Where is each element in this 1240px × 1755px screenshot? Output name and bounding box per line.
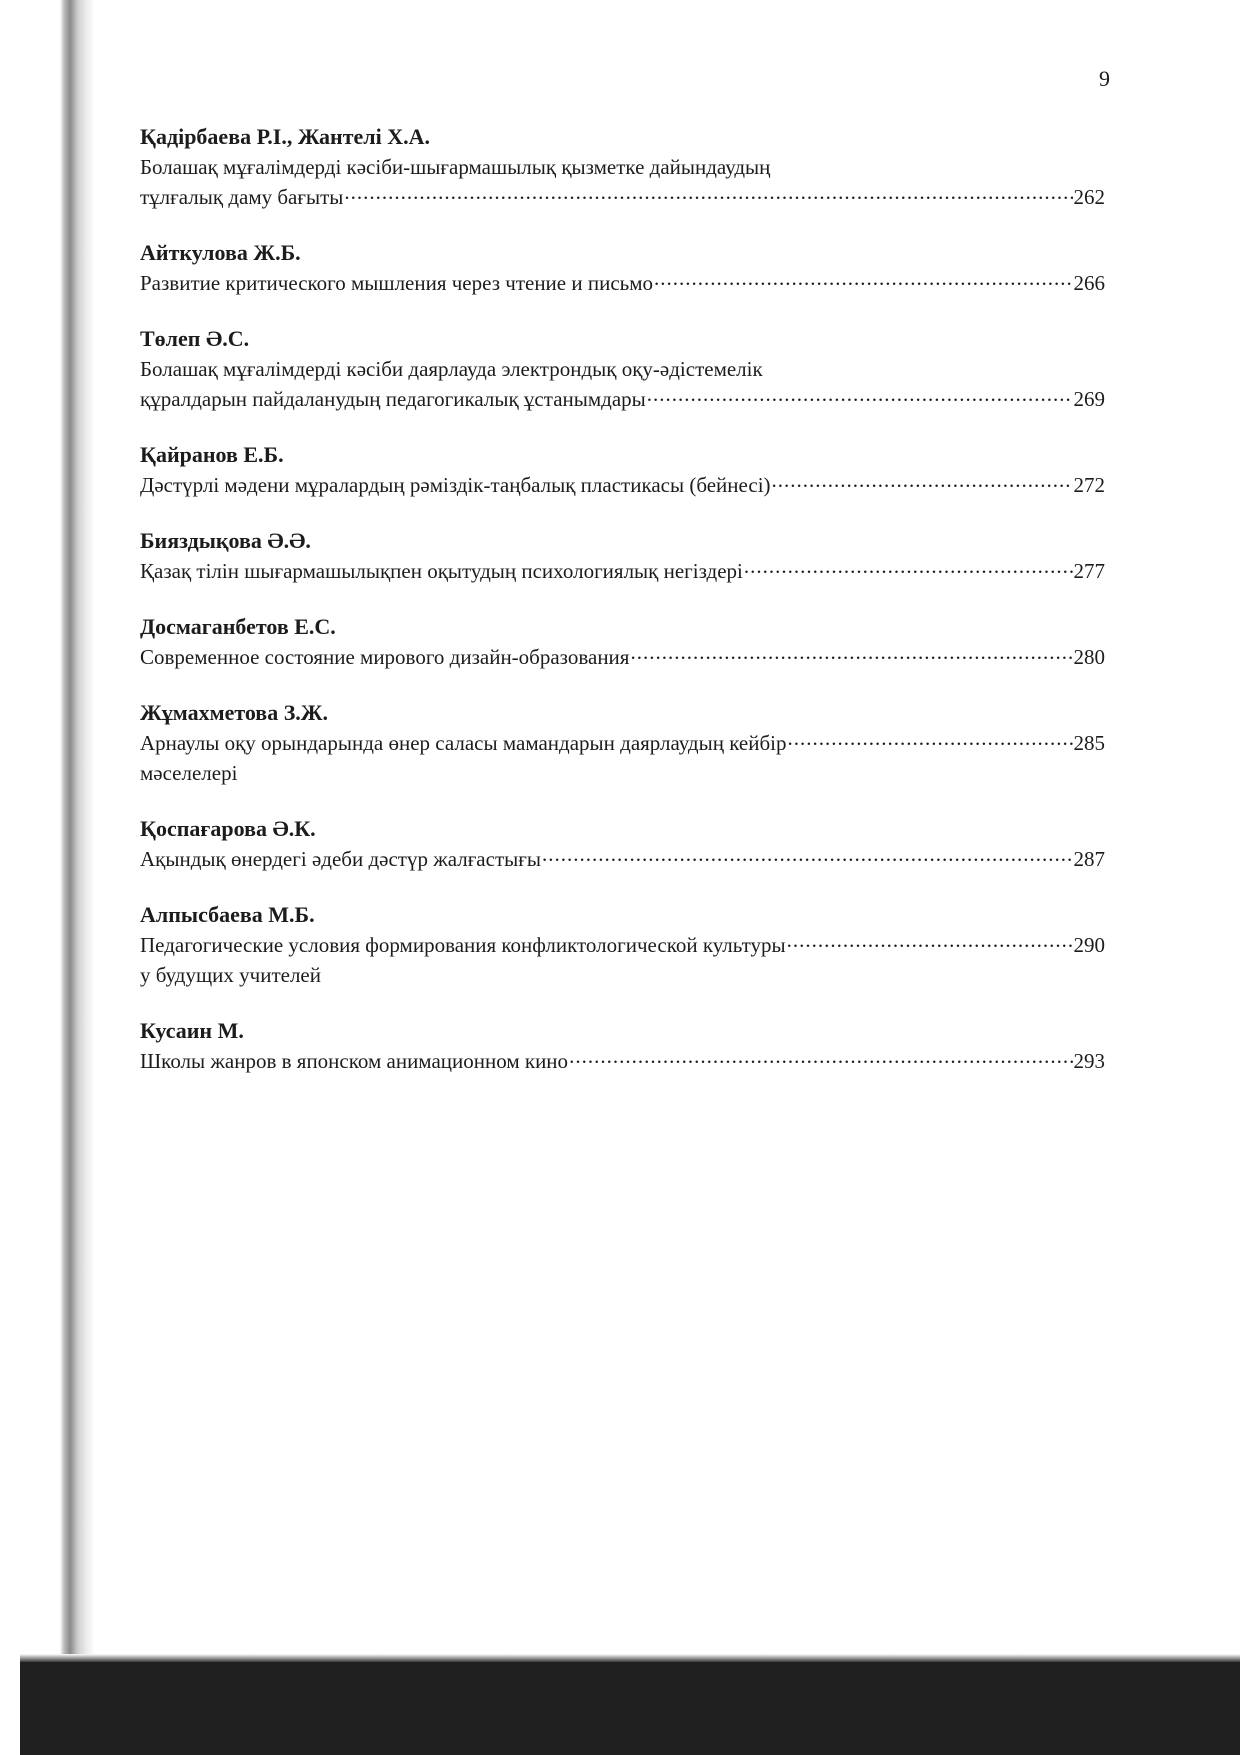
toc-entry-page: 272: [1073, 473, 1105, 497]
dot-leader: [647, 385, 1073, 406]
toc-entry-page: 290: [1073, 933, 1105, 957]
toc-entry-title: Ақындық өнердегі әдеби дәстүр жалғастығы: [140, 847, 541, 871]
toc-entry-author: Алпысбаева М.Б.: [140, 902, 315, 927]
toc-entry-author: Досмаганбетов Е.С.: [140, 614, 336, 639]
toc-entry-title-row: [140, 470, 1105, 500]
toc-entry-title: құралдарын пайдаланудың педагогикалық ұстанымдары: [140, 387, 646, 411]
toc-entry-author: Қоспағарова Ә.К.: [140, 816, 316, 841]
page-number: 9: [1099, 66, 1110, 91]
toc-entry: [140, 526, 1105, 586]
toc-entry-author: Бияздықова Ә.Ә.: [140, 528, 311, 553]
toc-entry: [140, 324, 1105, 414]
toc-entry-title: Дәстүрлі мәдени мұралардың рәміздік-таңбалық пластикасы (бейнесі): [140, 473, 771, 497]
toc-entry: [140, 900, 1105, 990]
toc-entry-title-row: [140, 384, 1105, 414]
dot-leader: [630, 643, 1072, 664]
toc-entry-title-line: Болашақ мұғалімдерді кәсіби-шығармашылық қызметке дайындаудың: [140, 155, 771, 179]
toc-entry-title-row: [140, 930, 1105, 960]
dot-leader: [542, 845, 1073, 866]
toc-entry-title: Школы жанров в японском анимационном кино: [140, 1049, 569, 1073]
toc-entry-title-continuation: у будущих учителей: [140, 963, 321, 987]
toc-entry-author: Қайранов Е.Б.: [140, 442, 284, 467]
toc-entry-title: тұлғалық даму бағыты: [140, 185, 344, 209]
dot-leader: [787, 729, 1072, 750]
toc-entry-page: 293: [1073, 1049, 1105, 1073]
toc-entry-title-row: [140, 642, 1105, 672]
toc-entry-title-line: Болашақ мұғалімдерді кәсіби даярлауда электрондық оқу-әдістемелік: [140, 357, 763, 381]
toc-entry-title: Современное состояние мирового дизайн-образования: [140, 645, 630, 669]
scan-edge-band: [20, 1660, 1240, 1755]
toc-entry-author: Төлеп Ә.С.: [140, 326, 250, 351]
toc-entry-page: 287: [1073, 847, 1105, 871]
toc-entry-title: Қазақ тілін шығармашылықпен оқытудың психологиялық негіздері: [140, 559, 743, 583]
table-of-contents: [140, 122, 1105, 1102]
toc-entry-author: Жұмахметова З.Ж.: [140, 700, 329, 725]
toc-entry-title-row: [140, 182, 1105, 212]
toc-entry-author: Қадірбаева Р.І., Жантелі Х.А.: [140, 124, 431, 149]
toc-entry: [140, 238, 1105, 298]
toc-entry-title-row: [140, 844, 1105, 874]
toc-entry-page: 277: [1073, 559, 1105, 583]
toc-entry-title: Арнаулы оқу орындарында өнер саласы мамандарын даярлаудың кейбір: [140, 731, 787, 755]
dot-leader: [744, 557, 1073, 578]
toc-entry-page: 262: [1073, 185, 1105, 209]
toc-entry: [140, 122, 1105, 212]
toc-entry-page: 285: [1073, 731, 1105, 755]
toc-entry-title-row: [140, 268, 1105, 298]
toc-entry: [140, 440, 1105, 500]
toc-entry-title: Педагогические условия формирования конфликтологической культуры: [140, 933, 786, 957]
toc-entry-page: 280: [1073, 645, 1105, 669]
dot-leader: [772, 471, 1073, 492]
toc-entry: [140, 1016, 1105, 1076]
toc-entry-title-continuation: мәселелері: [140, 761, 238, 785]
toc-entry: [140, 698, 1105, 788]
toc-entry-title-row: [140, 1046, 1105, 1076]
toc-entry-page: 266: [1073, 271, 1105, 295]
dot-leader: [787, 931, 1073, 952]
toc-entry-title-row: [140, 556, 1105, 586]
toc-entry-author: Айткулова Ж.Б.: [140, 240, 301, 265]
dot-leader: [344, 183, 1072, 204]
dot-leader: [654, 269, 1072, 290]
toc-entry-title-row: [140, 728, 1105, 758]
toc-entry-author: Кусаин М.: [140, 1018, 244, 1043]
toc-entry-title: Развитие критического мышления через чтение и письмо: [140, 271, 654, 295]
book-gutter-shadow: [0, 0, 95, 1700]
toc-entry: [140, 612, 1105, 672]
toc-entry-page: 269: [1073, 387, 1105, 411]
dot-leader: [569, 1047, 1072, 1068]
toc-entry: [140, 814, 1105, 874]
